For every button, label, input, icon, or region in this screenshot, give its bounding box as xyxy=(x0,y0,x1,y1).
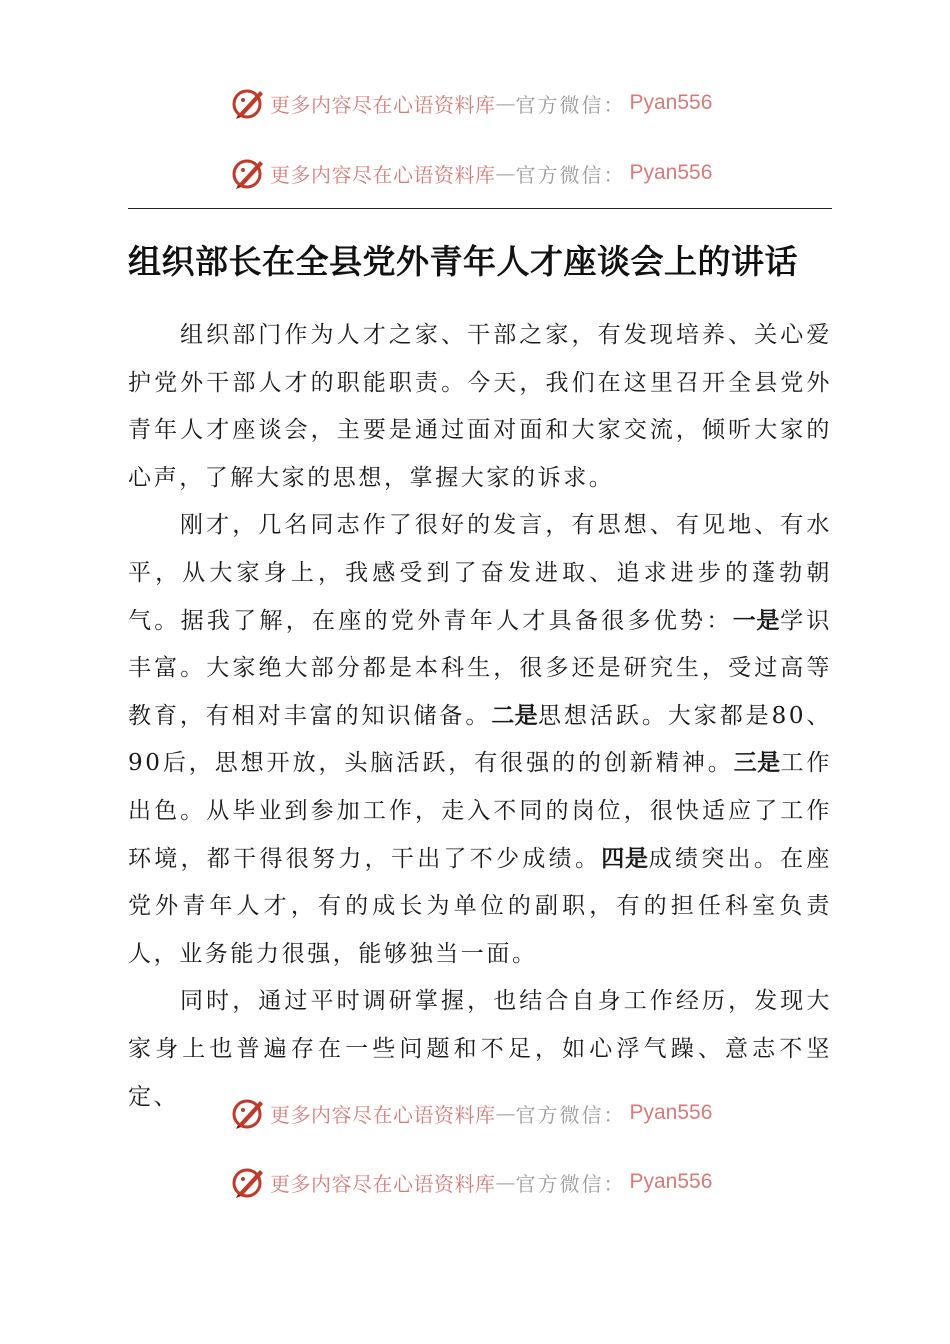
watermark-banner-bottom-2 xyxy=(230,1164,712,1200)
watermark-brand: 更多内容尽在心语资料库 xyxy=(270,1171,496,1196)
watermark-wechat-label: 官方微信： xyxy=(515,1171,626,1196)
red-ink-pen-icon xyxy=(230,155,266,191)
paragraph-text: 成绩突出。在座党外青年人才，有的成长为单位的副职，有的担任科室负责人，业务能力很强，能够独当一面。 xyxy=(128,845,833,967)
watermark-separator: — xyxy=(495,1170,516,1194)
paragraph-text: 工作出色。从毕业到参加工作，走入不同的岗位，很快适应了工作环境，都干得很努力，干出了不少成绩。 xyxy=(128,750,833,872)
watermark-wechat-label: 官方微信： xyxy=(515,162,626,187)
watermark-banner-top-2 xyxy=(230,155,712,191)
watermark-separator: — xyxy=(495,91,516,115)
watermark-separator: — xyxy=(495,1101,516,1125)
watermark-brand: 更多内容尽在心语资料库 xyxy=(270,1102,496,1127)
paragraph-text: 学识丰富。大家绝大部分都是本科生，很多还是研究生，受过高等教育，有相对丰富的知识储备。 xyxy=(128,607,833,729)
watermark-wechat-id: Pyan556 xyxy=(629,91,713,114)
paragraph-text: 同时，通过平时调研掌握，也结合自身工作经历，发现大家身上也普遍存在一些问题和不足，如心浮气躁、意志不坚定、 xyxy=(128,988,832,1110)
watermark-separator: — xyxy=(495,161,516,185)
watermark-brand: 更多内容尽在心语资料库 xyxy=(270,92,496,117)
watermark-wechat-label: 官方微信： xyxy=(515,1102,626,1127)
paragraph-1 xyxy=(128,312,832,502)
point-marker-3: 三是 xyxy=(733,750,781,777)
watermark-wechat-id: Pyan556 xyxy=(629,1170,713,1193)
paragraph-text: 组织部门作为人才之家、干部之家，有发现培养、关心爱护党外干部人才的职能职责。今天，我们在这里召开全县党外青年人才座谈会，主要是通过面对面和大家交流，倾听大家的心声，了解大家的思想，掌握大家的诉求。 xyxy=(128,322,832,491)
paragraph-2 xyxy=(128,502,832,978)
point-marker-2: 二是 xyxy=(491,702,539,729)
watermark-wechat-label: 官方微信： xyxy=(515,92,626,117)
watermark-banner-bottom-1 xyxy=(230,1095,712,1131)
document-body xyxy=(128,312,832,1121)
red-ink-pen-icon xyxy=(230,1095,266,1131)
point-marker-1: 一是 xyxy=(732,607,781,634)
watermark-brand: 更多内容尽在心语资料库 xyxy=(270,162,496,187)
paragraph-text: 刚才，几名同志作了很好的发言，有思想、有见地、有水平，从大家身上，我感受到了奋发进取、追求进步的蓬勃朝气。据我了解，在座的党外青年人才具备很多优势： xyxy=(128,512,832,634)
point-marker-4: 四是 xyxy=(601,845,649,872)
red-ink-pen-icon xyxy=(230,1164,266,1200)
red-ink-pen-icon xyxy=(230,85,266,121)
watermark-wechat-id: Pyan556 xyxy=(629,161,713,184)
header-divider xyxy=(128,208,832,209)
paragraph-text: 思想活跃。大家都是80、90后，思想开放，头脑活跃，有很强的的创新精神。 xyxy=(128,702,833,777)
watermark-banner-top-1 xyxy=(230,85,712,121)
watermark-wechat-id: Pyan556 xyxy=(629,1101,713,1124)
document-title: 组织部长在全县党外青年人才座谈会上的讲话 xyxy=(128,242,798,281)
